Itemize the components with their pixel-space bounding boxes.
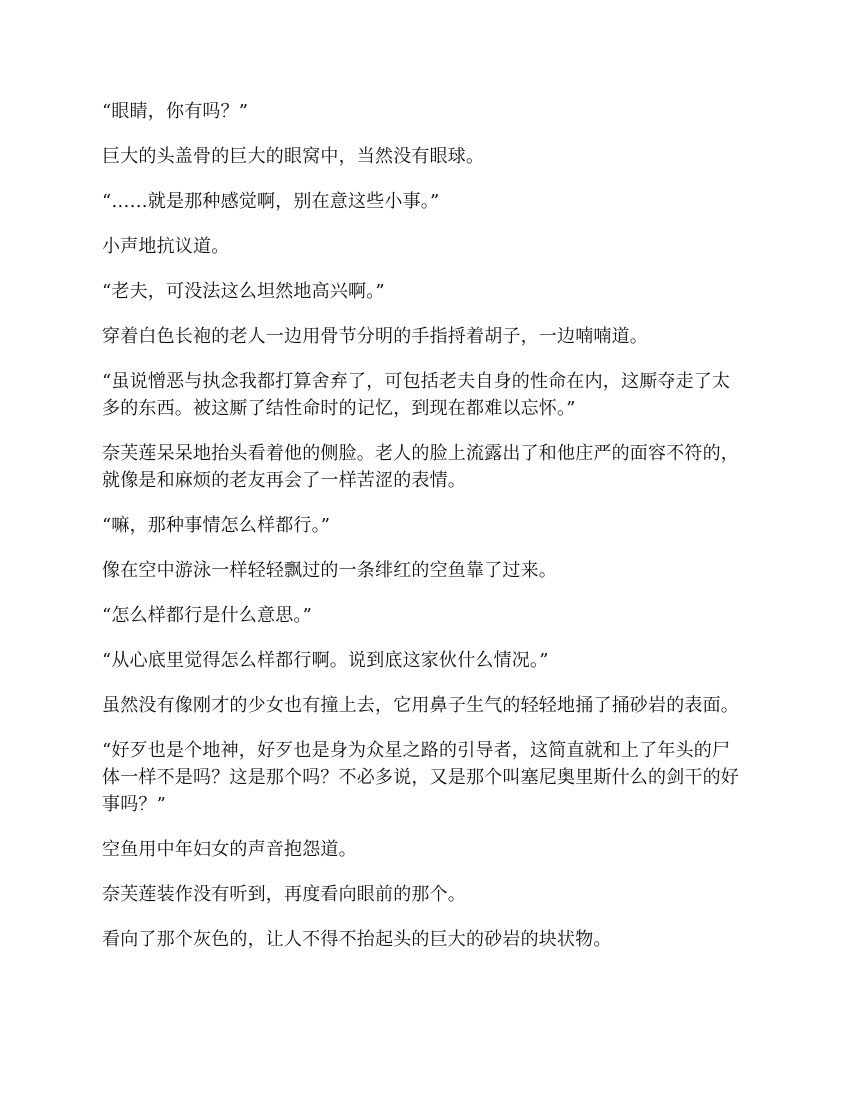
paragraph-2: 巨大的头盖骨的巨大的眼窝中，当然没有眼球。	[102, 146, 485, 167]
paragraph-16: 奈芙莲装作没有听到，再度看向眼前的那个。	[102, 884, 466, 905]
paragraph-8: 奈芙莲呆呆地抬头看着他的侧脸。老人的脸上流露出了和他庄严的面容不符的，就像是和麻烦的老友再会了一样苦涩的表情。	[102, 443, 739, 491]
paragraph-14: “好歹也是个地神，好歹也是身为众星之路的引导者，这简直就和上了年头的尸体一样不是吗？这是那个吗？不必多说，又是那个叫塞尼奥里斯什么的剑干的好事吗？”	[102, 740, 739, 815]
paragraph-9: “嘛，那种事情怎么样都行。”	[102, 515, 331, 536]
paragraph-4: 小声地抗议道。	[102, 236, 230, 257]
paragraph-6: 穿着白色长袍的老人一边用骨节分明的手指捋着胡子，一边喃喃道。	[102, 326, 648, 347]
paragraph-3: “……就是那种感觉啊，别在意这些小事。”	[102, 191, 440, 212]
paragraph-7: “虽说憎恶与执念我都打算舍弃了，可包括老夫自身的性命在内，这厮夺走了太多的东西。被这厮了结性命时的记忆，到现在都难以忘怀。”	[102, 371, 731, 419]
paragraph-13: 虽然没有像刚才的少女也有撞上去，它用鼻子生气的轻轻地捅了捅砂岩的表面。	[102, 695, 739, 716]
paragraph-15: 空鱼用中年妇女的声音抱怨道。	[102, 839, 357, 860]
paragraph-11: “怎么样都行是什么意思。”	[102, 605, 313, 626]
document-body	[102, 98, 748, 971]
paragraph-10: 像在空中游泳一样轻轻飘过的一条绯红的空鱼靠了过来。	[102, 560, 557, 581]
paragraph-17: 看向了那个灰色的，让人不得不抬起头的巨大的砂岩的块状物。	[102, 929, 612, 950]
paragraph-5: “老夫，可没法这么坦然地高兴啊。”	[102, 281, 385, 302]
paragraph-12: “从心底里觉得怎么样都行啊。说到底这家伙什么情况。”	[102, 650, 549, 671]
paragraph-1: “眼睛，你有吗？”	[102, 101, 249, 122]
